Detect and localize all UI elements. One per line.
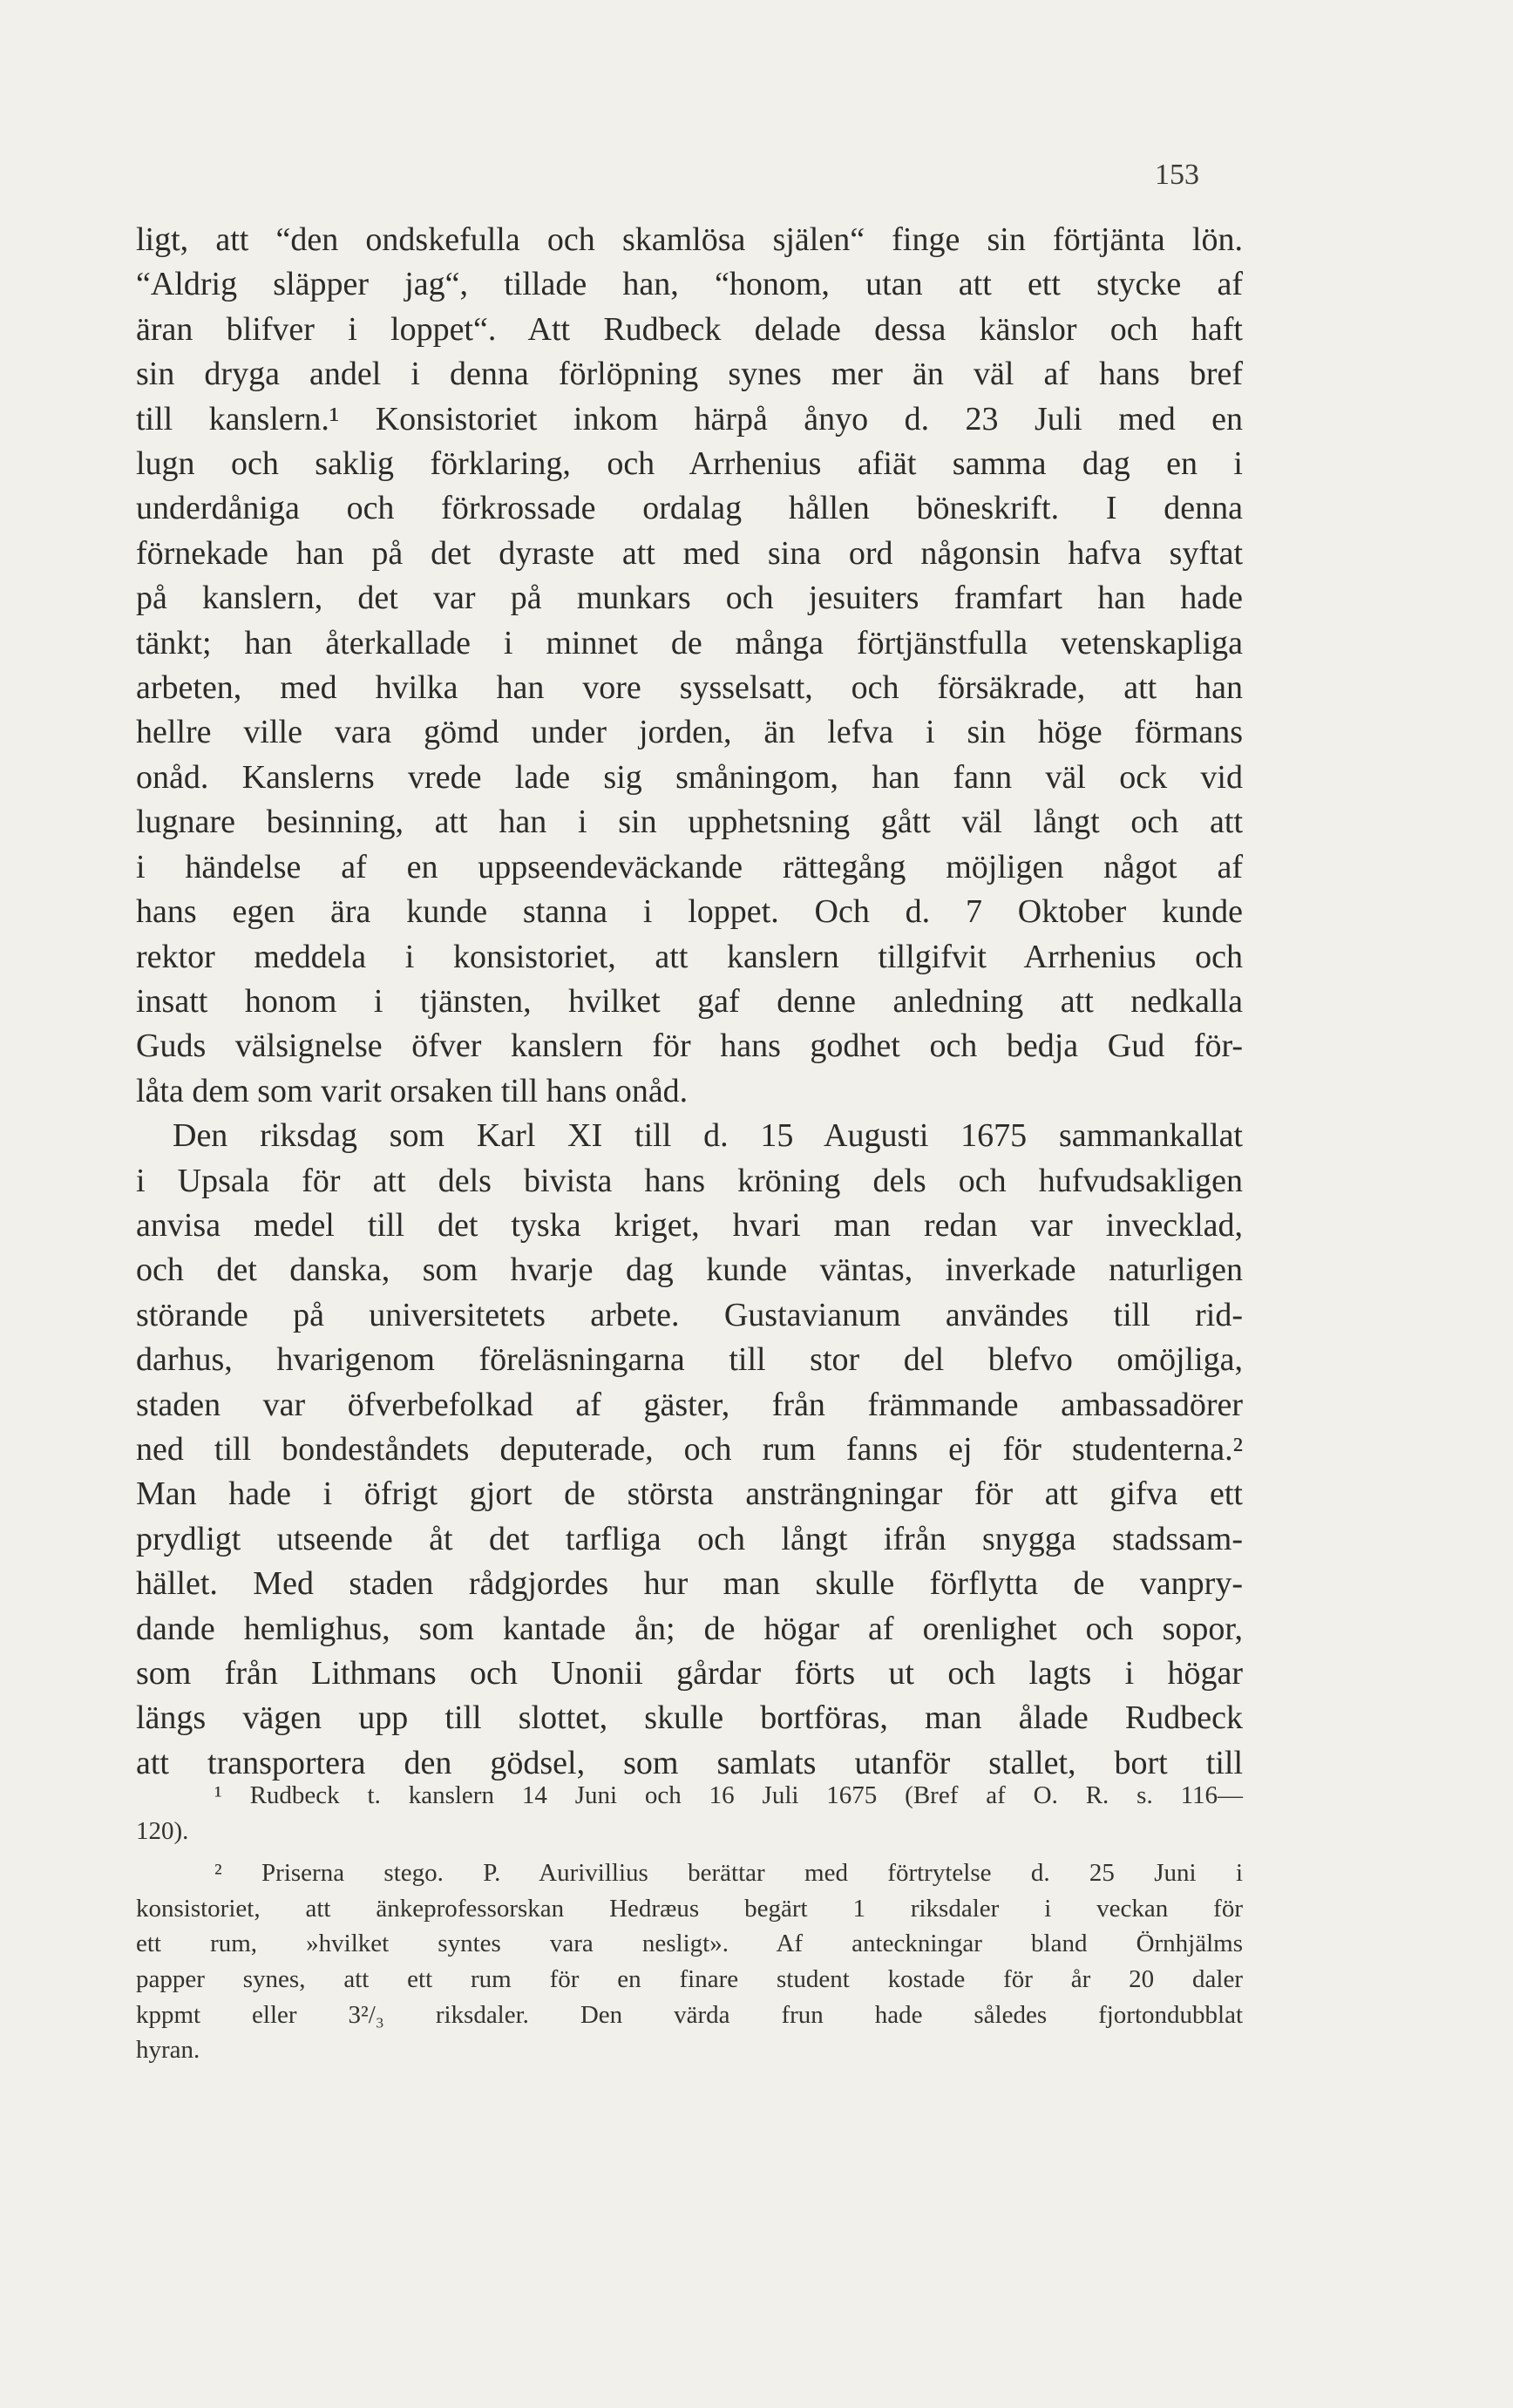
text-line: darhus, hvarigenom föreläsningarna till stor del blefvo omöjliga, <box>136 1341 1243 1379</box>
text-line: Den riksdag som Karl XI till d. 15 Augusti 1675 sammankallat <box>173 1117 1243 1155</box>
text-line: Man hade i öfrigt gjort de största ansträngningar för att gifva ett <box>136 1475 1243 1513</box>
text-line: lugnare besinning, att han i sin upphetsning gått väl långt och att <box>136 804 1243 841</box>
text-line: prydligt utseende åt det tarfliga och långt ifrån snygga stadssam- <box>136 1520 1243 1557</box>
text-line: ligt, att “den ondskefulla och skamlösa själen“ finge sin förtjänta lön. <box>136 221 1243 258</box>
text-line: på kanslern, det var på munkars och jesuiters framfart han hade <box>136 580 1243 617</box>
text-line: ned till bondeståndets deputerade, och rum fanns ej för studenterna.² <box>136 1430 1243 1468</box>
text-line: längs vägen upp till slottet, skulle bortföras, man ålade Rudbeck <box>136 1699 1243 1737</box>
footnote-line: ² Priserna stego. P. Aurivillius berättar med förtrytelse d. 25 Juni i <box>214 1859 1243 1888</box>
text-line: insatt honom i tjänsten, hvilket gaf denne anledning att nedkalla <box>136 982 1243 1020</box>
text-line: förnekade han på det dyraste att med sina ord någonsin hafva syftat <box>136 534 1243 572</box>
text-line: sin dryga andel i denna förlöpning synes mer än väl af hans bref <box>136 356 1243 393</box>
text-line: som från Lithmans och Unonii gårdar förts ut och lagts i högar <box>136 1655 1243 1692</box>
text-line: äran blifver i loppet“. Att Rudbeck delade dessa känslor och haft <box>136 310 1243 348</box>
text-line: lugn och saklig förklaring, och Arrhenius afiät samma dag en i <box>136 445 1243 483</box>
footnote-line: kppmt eller 3²/₃ riksdaler. Den värda frun hade således fjortondubblat <box>136 2000 1243 2029</box>
footnote-line: ¹ Rudbeck t. kanslern 14 Juni och 16 Juli 1675 (Bref af O. R. s. 116— <box>214 1781 1243 1809</box>
main-text <box>136 218 1243 1786</box>
text-line: hellre ville vara gömd under jorden, än lefva i sin höge förmans <box>136 714 1243 751</box>
footnote-line: hyran. <box>136 2036 200 2065</box>
footnotes <box>136 1778 1243 2068</box>
footnote-line: papper synes, att ett rum för en finare student kostade för år 20 daler <box>136 1964 1243 1993</box>
footnote-1 <box>136 1778 1243 1848</box>
text-line: rektor meddela i konsistoriet, att kanslern tillgifvit Arrhenius och <box>136 938 1243 975</box>
footnote-line: ett rum, »hvilket syntes vara nesligt». Af anteckningar bland Örnhjälms <box>136 1930 1243 1958</box>
text-line: i Upsala för att dels bivista hans kröning dels och hufvudsakligen <box>136 1162 1243 1199</box>
text-line: arbeten, med hvilka han vore sysselsatt, och försäkrade, att han <box>136 669 1243 707</box>
text-line: hans egen ära kunde stanna i loppet. Och d. 7 Oktober kunde <box>136 893 1243 931</box>
text-line: “Aldrig släpper jag“, tillade han, “honom, utan att ett stycke af <box>136 266 1243 303</box>
footnote-2 <box>136 1855 1243 2068</box>
text-line: i händelse af en uppseendeväckande rättegång möjligen något af <box>136 848 1243 885</box>
text-line: tänkt; han återkallade i minnet de många förtjänstfulla vetenskapliga <box>136 624 1243 661</box>
text-line: hället. Med staden rådgjordes hur man skulle förflytta de vanpry- <box>136 1565 1243 1603</box>
text-line: Guds välsignelse öfver kanslern för hans godhet och bedja Gud för- <box>136 1028 1243 1065</box>
text-line: anvisa medel till det tyska kriget, hvari man redan var invecklad, <box>136 1206 1243 1244</box>
footnote-line: 120). <box>136 1816 189 1845</box>
text-line: till kanslern.¹ Konsistoriet inkom härpå ånyo d. 23 Juli med en <box>136 400 1243 438</box>
text-line: dande hemlighus, som kantade ån; de högar af orenlighet och sopor, <box>136 1610 1243 1647</box>
text-line: staden var öfverbefolkad af gäster, från främmande ambassadörer <box>136 1386 1243 1423</box>
text-line: onåd. Kanslerns vrede lade sig småningom, han fann väl ock vid <box>136 758 1243 796</box>
footnote-line: konsistoriet, att änkeprofessorskan Hedræus begärt 1 riksdaler i veckan för <box>136 1894 1243 1923</box>
text-line: att transportera den gödsel, som samlats utanför stallet, bort till <box>136 1744 1243 1781</box>
text-line: och det danska, som hvarje dag kunde väntas, inverkade naturligen <box>136 1251 1243 1289</box>
text-line: låta dem som varit orsaken till hans onåd. <box>136 1072 689 1109</box>
text-line: störande på universitetets arbete. Gustavianum användes till rid- <box>136 1296 1243 1333</box>
page-number: 153 <box>1155 159 1199 191</box>
text-line: underdåniga och förkrossade ordalag hållen böneskrift. I denna <box>136 490 1243 527</box>
